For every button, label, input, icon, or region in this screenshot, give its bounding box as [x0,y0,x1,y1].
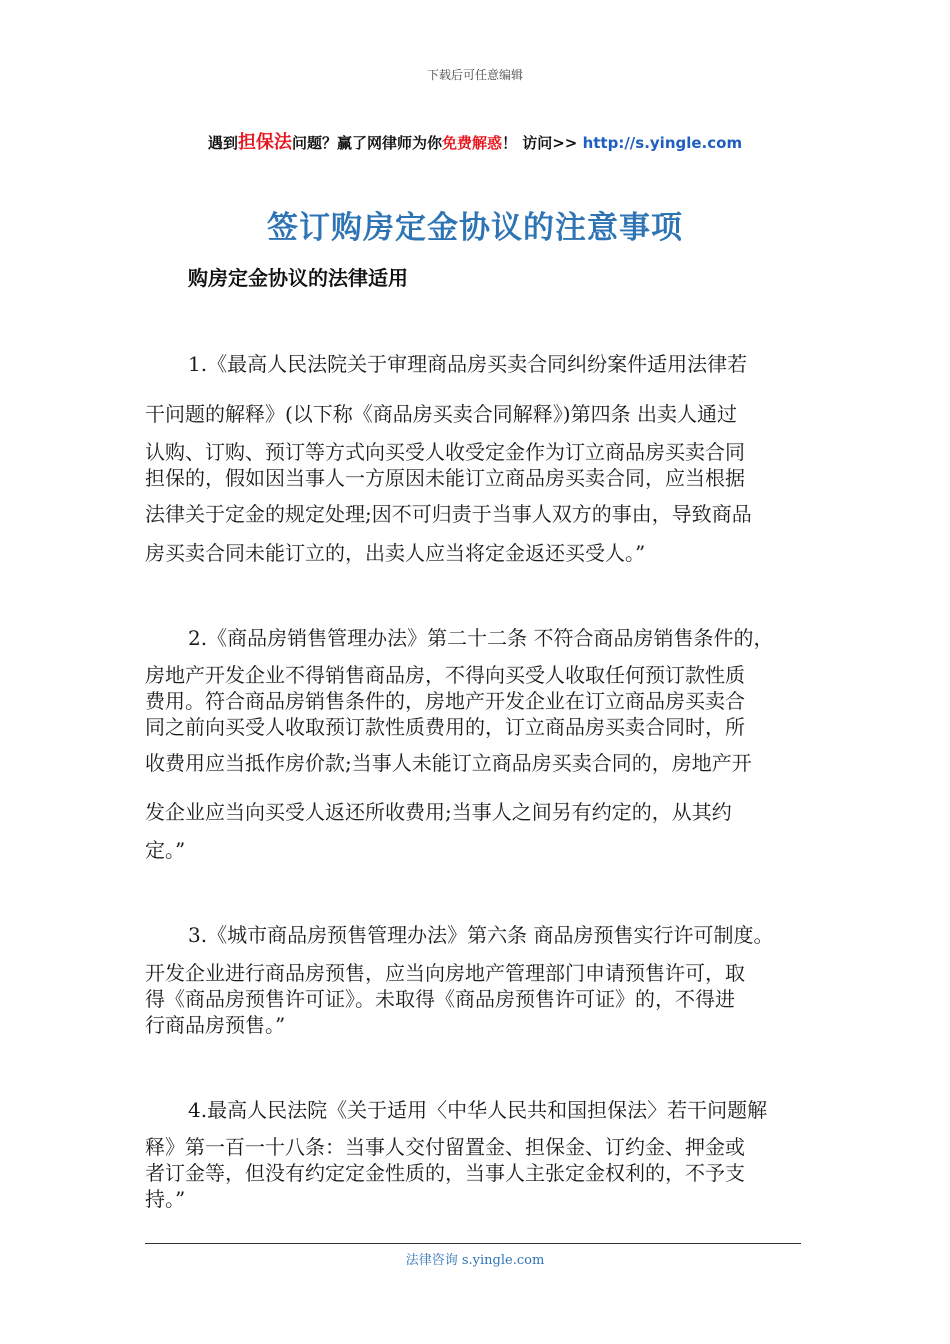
body-line: 定。” [145,838,186,862]
body-line: 收费用应当抵作房价款;当事人未能订立商品房买卖合同的，房地产开 [145,751,752,775]
body-line: 担保的，假如因当事人一方原因未能订立商品房买卖合同，应当根据 [145,466,745,490]
section-heading: 购房定金协议的法律适用 [188,266,408,290]
body-line: 房买卖合同未能订立的，出卖人应当将定金返还买受人。” [145,541,646,565]
promo-link[interactable]: http://s.yingle.com [582,134,743,152]
promo-text: 问题？赢了网律师为你 [291,134,442,152]
body-line: 3.《城市商品房预售管理办法》第六条 商品房预售实行许可制度。 [188,923,774,947]
body-line: 同之前向买受人收取预订款性质费用的，订立商品房买卖合同时，所 [145,715,745,739]
document-title: 签订购房定金协议的注意事项 [267,210,683,246]
promo-banner [0,128,950,154]
promo-text: 遇到 [207,134,238,152]
page-header: 下载后可任意编辑 [426,68,523,82]
promo-text: ！ 访问>> [501,134,583,152]
promo-highlight: 免费解惑 [441,134,502,152]
body-line: 4.最高人民法院《关于适用〈中华人民共和国担保法〉若干问题解 [188,1098,768,1122]
body-line: 干问题的解释》(以下称《商品房买卖合同解释》)第四条 出卖人通过 [145,402,737,426]
body-line: 1.《最高人民法院关于审理商品房买卖合同纠纷案件适用法律若 [188,352,748,376]
body-line: 得《商品房预售许可证》。未取得《商品房预售许可证》的，不得进 [145,987,735,1011]
body-line: 释》第一百一十八条：当事人交付留置金、担保金、订约金、押金或 [145,1135,745,1159]
promo-keyword: 担保法 [237,132,292,153]
body-line: 行商品房预售。” [145,1013,286,1037]
body-line: 2.《商品房销售管理办法》第二十二条 不符合商品房销售条件的， [188,626,774,650]
body-line: 者订金等，但没有约定定金性质的，当事人主张定金权利的，不予支 [145,1161,745,1185]
footer-divider [145,1243,801,1244]
page-footer: 法律咨询 s.yingle.com [405,1253,545,1268]
body-line: 开发企业进行商品房预售，应当向房地产管理部门申请预售许可，取 [145,961,745,985]
body-line: 法律关于定金的规定处理;因不可归责于当事人双方的事由，导致商品 [145,502,752,526]
body-line: 认购、订购、预订等方式向买受人收受定金作为订立商品房买卖合同 [145,440,745,464]
body-line: 发企业应当向买受人返还所收费用;当事人之间另有约定的，从其约 [145,800,732,824]
body-line: 房地产开发企业不得销售商品房，不得向买受人收取任何预订款性质 [145,663,745,687]
body-line: 费用。符合商品房销售条件的，房地产开发企业在订立商品房买卖合 [145,689,745,713]
body-line: 持。” [145,1187,186,1211]
